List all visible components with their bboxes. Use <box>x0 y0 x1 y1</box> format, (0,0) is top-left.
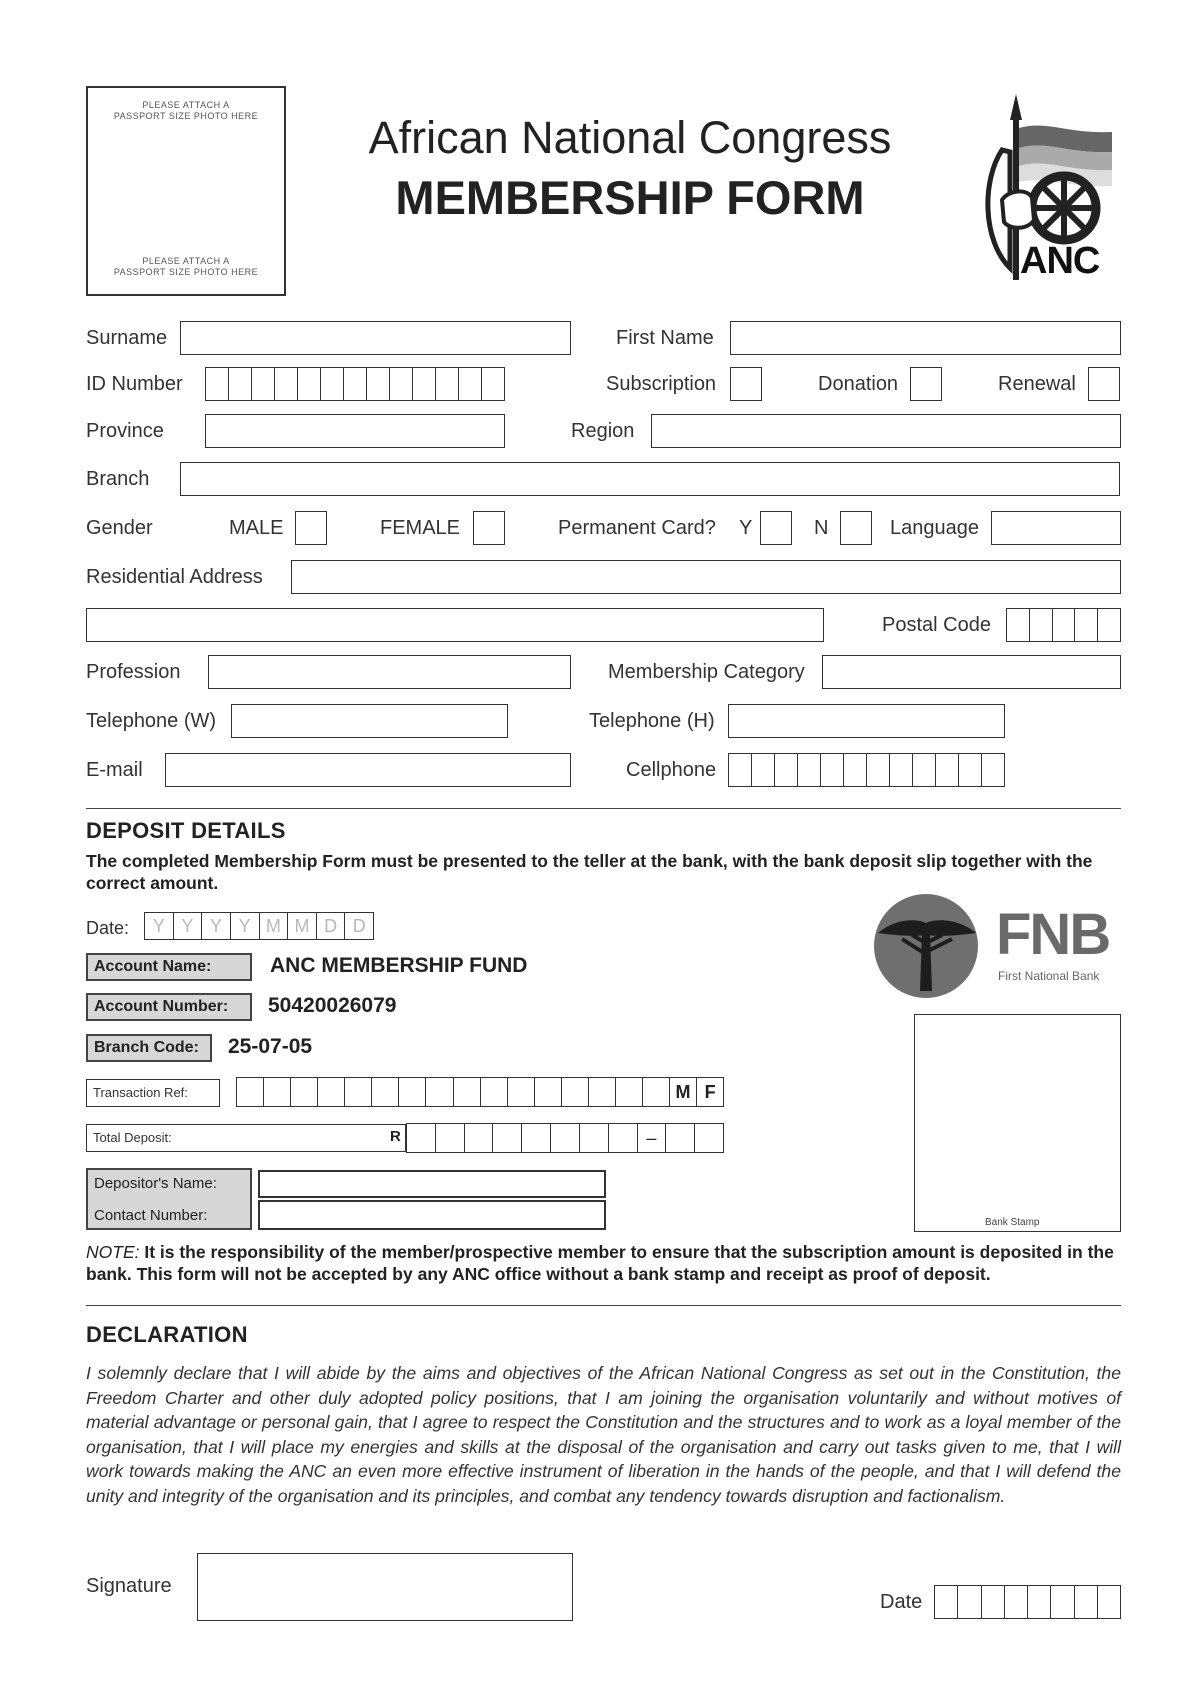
cents-separator: – <box>638 1124 667 1152</box>
residential-address-line2-input[interactable] <box>86 608 824 642</box>
membership-category-label: Membership Category <box>608 661 805 683</box>
branch-code-label: Branch Code: <box>86 1034 212 1062</box>
branch-label: Branch <box>86 468 150 490</box>
date-cell-year: Y <box>174 913 203 939</box>
email-label: E-mail <box>86 759 143 781</box>
form-subtitle: MEMBERSHIP FORM <box>395 171 865 224</box>
fnb-tree-icon <box>872 893 980 999</box>
male-label: MALE <box>229 517 284 539</box>
total-deposit-label: Total Deposit: <box>93 1130 172 1145</box>
deposit-date-input[interactable] <box>144 912 374 940</box>
note-text: It is the responsibility of the member/prospective member to ensure that the subscription amount is deposited in the bank. This form will not be accepted by any ANC office without a bank stamp and receipt as proof of deposit. <box>86 1242 1114 1284</box>
gender-label: Gender <box>86 517 153 539</box>
anc-logo <box>972 90 1122 290</box>
photo-instruction-bottom: PLEASE ATTACH A PASSPORT SIZE PHOTO HERE <box>113 256 259 277</box>
transaction-ref-input[interactable] <box>236 1077 724 1107</box>
date-cell-month: M <box>260 913 289 939</box>
male-checkbox[interactable] <box>295 511 327 545</box>
renewal-checkbox[interactable] <box>1088 367 1120 401</box>
deposit-details-title: DEPOSIT DETAILS <box>86 818 286 843</box>
declaration-date-input[interactable] <box>934 1585 1121 1619</box>
language-label: Language <box>890 517 979 539</box>
permanent-card-yes-label: Y <box>739 517 753 539</box>
membership-category-input[interactable] <box>822 655 1121 689</box>
residential-address-label: Residential Address <box>86 566 263 588</box>
account-number-value: 50420026079 <box>268 994 397 1017</box>
renewal-label: Renewal <box>998 373 1076 395</box>
currency-symbol: R <box>390 1128 401 1145</box>
deposit-instructions: The completed Membership Form must be presented to the teller at the bank, with the bank deposit slip together with the correct amount. <box>86 851 1093 893</box>
surname-input[interactable] <box>180 321 571 355</box>
region-label: Region <box>571 420 635 442</box>
depositor-label-box <box>86 1168 252 1230</box>
cellphone-label: Cellphone <box>626 759 717 781</box>
permanent-card-label: Permanent Card? <box>558 517 716 539</box>
permanent-card-yes-checkbox[interactable] <box>760 511 792 545</box>
permanent-card-no-label: N <box>814 517 829 539</box>
contact-number-label: Contact Number: <box>94 1207 208 1224</box>
bank-stamp-box <box>914 1014 1121 1232</box>
date-cell-year: Y <box>202 913 231 939</box>
province-input[interactable] <box>205 414 505 448</box>
account-number-label: Account Number: <box>86 993 252 1021</box>
subscription-label: Subscription <box>606 373 717 395</box>
profession-input[interactable] <box>208 655 571 689</box>
donation-label: Donation <box>818 373 899 395</box>
total-deposit-input[interactable] <box>406 1123 724 1153</box>
passport-photo-box[interactable] <box>86 86 286 296</box>
signature-label: Signature <box>86 1575 172 1597</box>
residential-address-line1-input[interactable] <box>291 560 1121 594</box>
anc-logo-text: ANC <box>1020 240 1100 282</box>
date-cell-day: D <box>345 913 374 939</box>
transaction-ref-label: Transaction Ref: <box>93 1085 188 1100</box>
deposit-note <box>86 1241 1121 1285</box>
signature-input[interactable] <box>197 1553 573 1621</box>
account-name-label: Account Name: <box>86 953 252 981</box>
ref-suffix-m: M <box>670 1078 697 1106</box>
province-label: Province <box>86 420 164 442</box>
postal-code-input[interactable] <box>1006 608 1121 642</box>
branch-input[interactable] <box>180 462 1120 496</box>
profession-label: Profession <box>86 661 181 683</box>
female-label: FEMALE <box>380 517 461 539</box>
email-input[interactable] <box>165 753 571 787</box>
photo-instruction-top: PLEASE ATTACH A PASSPORT SIZE PHOTO HERE <box>113 100 259 121</box>
declaration-divider <box>86 1305 1121 1306</box>
id-number-label: ID Number <box>86 373 183 395</box>
declaration-date-label: Date <box>880 1591 923 1613</box>
deposit-date-label: Date: <box>86 918 130 938</box>
date-cell-year: Y <box>231 913 260 939</box>
id-number-input[interactable] <box>205 367 505 401</box>
declaration-title: DECLARATION <box>86 1322 248 1347</box>
region-input[interactable] <box>651 414 1121 448</box>
depositor-name-label: Depositor's Name: <box>94 1175 217 1192</box>
subscription-checkbox[interactable] <box>730 367 762 401</box>
branch-code-value: 25-07-05 <box>228 1035 313 1058</box>
surname-label: Surname <box>86 327 168 349</box>
fnb-full-name: First National Bank <box>998 969 1100 983</box>
fnb-name: FNB <box>996 902 1110 967</box>
fnb-logo <box>872 893 1122 999</box>
note-prefix: NOTE: <box>86 1242 140 1262</box>
donation-checkbox[interactable] <box>910 367 942 401</box>
bank-stamp-label: Bank Stamp <box>985 1217 1040 1228</box>
ref-suffix-f: F <box>697 1078 724 1106</box>
telephone-home-label: Telephone (H) <box>589 710 715 732</box>
declaration-text: I solemnly declare that I will abide by the aims and objectives of the African National Congress as set out in the Constitution, the Freedom Charter and other duly adopted policy positions, that I am joining the organisation voluntarily and without motives of material advantage or personal gain, that I agree to respect the Constitution and the structures and to work as a loyal member of the organisation, that I will place my energies and skills at the disposal of the organisation and carry out tasks given to me, that I will work towards making the ANC an even more effective instrument of liberation in the hands of the people, and that I will defend the unity and integrity of the organisation and its principles, and combat any tendency towards disruption and factionalism. <box>86 1363 1121 1506</box>
permanent-card-no-checkbox[interactable] <box>840 511 872 545</box>
telephone-work-label: Telephone (W) <box>86 710 217 732</box>
first-name-input[interactable] <box>730 321 1121 355</box>
date-cell-month: M <box>288 913 317 939</box>
cellphone-input[interactable] <box>728 753 1005 787</box>
depositor-name-input[interactable] <box>258 1170 606 1198</box>
date-cell-year: Y <box>145 913 174 939</box>
contact-number-input[interactable] <box>258 1200 606 1230</box>
total-deposit-label-box <box>86 1124 406 1152</box>
telephone-home-input[interactable] <box>728 704 1005 738</box>
language-input[interactable] <box>991 511 1121 545</box>
deposit-divider <box>86 808 1121 809</box>
transaction-ref-label-box <box>86 1079 220 1107</box>
account-name-value: ANC MEMBERSHIP FUND <box>270 954 528 977</box>
date-cell-day: D <box>317 913 346 939</box>
telephone-work-input[interactable] <box>231 704 508 738</box>
first-name-label: First Name <box>616 327 714 349</box>
female-checkbox[interactable] <box>473 511 505 545</box>
postal-code-label: Postal Code <box>882 614 991 636</box>
form-title: African National Congress <box>368 112 892 163</box>
